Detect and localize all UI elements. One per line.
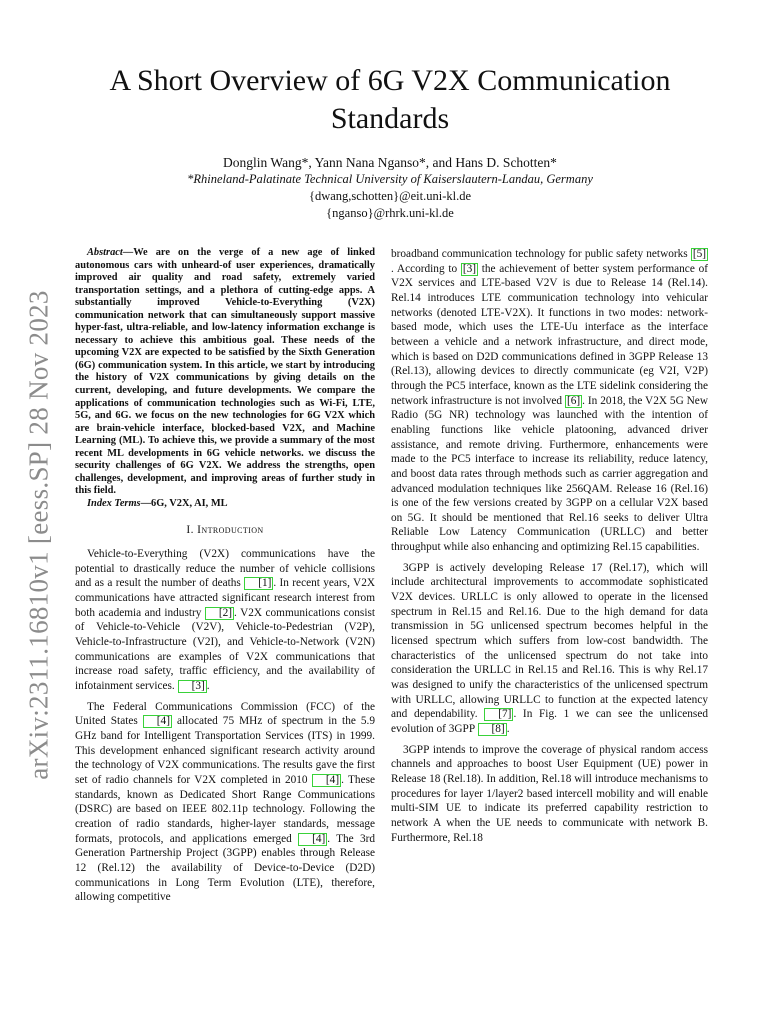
citation-link[interactable]: [6] [566,394,581,407]
citation-link[interactable]: [3] [178,680,207,693]
section-heading: I. Introduction [186,524,264,537]
paragraph-text: . These standards, known as Dedicated Short Range Communications (DSRC) are based on IEEE 802.11p technology. Following the creation of radio standards, higher-layer standards, message formats, protocols, and applications emerged [75,773,376,845]
left-column [75,247,375,908]
citation-link[interactable]: [3] [462,262,477,275]
email-line: {dwang,schotten}@eit.uni-kl.de [308,189,472,203]
arxiv-identifier-stamp [18,290,60,780]
paragraph-text: . In recent years, V2X communications have attracted significant research interest from both academia and industry [75,577,376,619]
body-paragraph [391,561,708,737]
paragraph-text: broadband communication technology for public safety networks [391,248,691,260]
paper-title: A Short Overview of 6G V2X Communication Standards [109,64,671,135]
index-terms-text: —6G, V2X, AI, ML [140,497,228,509]
left-body-text [75,547,375,905]
abstract-text: —We are on the verge of a new age of linked autonomous cars with unheard-of user experiences, dramatically improved air quality and road safety, extremely varied transportation settings, and a plethora of cutting-edge apps. A substantially improved Vehicle-to-Everything (V2X) communication network that can simultaneously support massive hyper-fast, ultra-reliable, and low-latency information exchange is necessary to achieve this ambitious goal. These needs of the upcoming V2X are expected to be satisfied by the Sixth Generation (6G) communication system. In this article, we start by introducing the history of V2X communications by giving details on the current, developing, and future developments. We compare the applications of communication technologies such as Wi-Fi, LTE, 5G, and 6G. we focus on the new technologies for 6G V2X which are brain-vehicle interface, blocked-based V2X, and Machine Learning (ML). To achieve this, we provide a summary of the most recent ML developments in 6G vehicle networks. we discuss the security challenges of 6G V2X. We address the strengths, open challenges, development, and improving areas of further study in this field. [75,247,375,497]
body-paragraph [391,247,708,555]
right-body-text [391,247,708,845]
abstract [75,247,375,498]
author-names: Donglin Wang*, Yann Nana Nganso*, and Hans D. Schotten* [223,155,557,170]
paragraph-text: . In 2018, the V2X 5G New Radio (5G NR) technology was launched with the intention of enabling functions like vehicle platooning, advanced driver assistance, and remote driving. Furthermore, enhancements were made to the PC5 interface to increase its reliability, reduce latency, and boost data rates through methods such as carrier aggregation and advanced modulation techniques like 256QAM. Release 16 (Rel.16) is one of the few versions created by 3GPP on a cellular V2X based on 5G. It should be mentioned that Rel.16 seeks to deliver Ultra Reliable Low Latency Communication (URLLC) and better throughput while also enhancing and optimizing Rel.15 capabilities. [391,394,708,554]
abstract-label: Abstract [87,247,123,258]
arxiv-id-text: arXiv:2311.16810v1 [eess.SP] 28 Nov 2023 [23,290,54,780]
paragraph-text: . [506,723,510,735]
paragraph-text: 3GPP is actively developing Release 17 (Rel.17), which will include architectural improvements to accommodate sophisticated V2X devices. URLLC is only allowed to operate in the licensed spectrum in Rel.15 and Rel.16. Due to the high demand for data transmission in 5G unlicensed spectrum becomes helpful in the licensed spectrum which suffers from low-cost bandwidth. The characteristics of the unlicensed spectrum do not take into consideration the URLLC in Rel.15 and Rel.16. This is why Rel.17 was designed to unify the characteristics of the unlicensed spectrum with URLLC, allowing URLLC to function at the expected latency and dependability. [391,561,708,721]
citation-link[interactable]: [7] [484,708,513,721]
paragraph-text: 3GPP intends to improve the coverage of physical random access channels and approaches to boost User Equipment (UE) power in Release 18 (Rel.18). In addition, Rel.18 will introduce mechanisms to procedures for layer 1/layer2 based intercell mobility and will enable multi-SIM UE to indicate its preferred capability restriction to network A when the UE needs to communicate with network B. Furthermore, Rel.18 [391,743,708,844]
paragraph-text: . In Fig. 1 we can see the unlicensed evolution of 3GPP [391,708,708,735]
citation-link[interactable]: [4] [312,774,341,787]
paragraph-text: the achievement of better system performance of V2X services and LTE-based V2V is due to Release 14 (Rel.14). Rel.14 introduces LTE communication technology into vehicular networks (denoted LTE-V2X). It functions in two modes: network-based mode, which uses the LTE-Uu interface as the interface between a vehicle and a network infrastructure, and direct mode, which is based on D2D communications defined in 3GPP Release 13 (Rel.13), allowing devices to directly communicate (eg V2I, V2P) through the PC5 interface, known as the LTE sidelink considering the network infrastructure is not involved [391,262,708,407]
body-paragraph [75,547,375,694]
index-terms-label: Index Terms [87,497,141,509]
citation-link[interactable]: [5] [692,248,706,260]
body-paragraph [75,700,375,905]
citation-link[interactable]: [4] [298,833,327,846]
affiliation: *Rhineland-Palatinate Technical University of Kaiserslautern-Landau, Germany [187,172,593,186]
citation-link[interactable]: [2] [205,607,234,620]
citation-link[interactable]: [1] [244,577,273,590]
email-line: {nganso}@rhrk.uni-kl.de [326,206,454,220]
body-paragraph [391,743,708,846]
paragraph-text: Vehicle-to-Everything (V2X) communications have the potential to drastically reduce the number of vehicle collisions and as a result the number of deaths [75,548,375,590]
paragraph-text: allocated 75 MHz of spectrum in the 5.9 GHz band for Intelligent Transportation Services (ITS) in 1999. This development enhanced significant research activity around the technology of V2X communications. The results gave the first set of radio channels for V2X completed in 2010 [75,715,376,786]
citation-link[interactable]: [8] [478,723,507,736]
paragraph-text: . [206,680,210,693]
right-column [391,247,708,848]
author-block [60,154,720,222]
paragraph-text: . According to [391,262,461,275]
paragraph-text: The Federal Communications Commission (FCC) of the United States [75,700,375,728]
index-terms [75,498,375,511]
paragraph-text: . V2X communications consist of Vehicle-to-Vehicle (V2V), Vehicle-to-Pedestrian (V2P), Vehicle-to-Infrastructure (V2I), and Vehicle-to-Network (V2N) communications are examples of V2X communications that increase road safety, traffic efficiency, and the availability of infotainment services. [75,606,375,693]
paragraph-text: . The 3rd Generation Partnership Project (3GPP) enables through Release 12 (Rel.12) the availability of Device-to-Device (D2D) communications in Long Term Evolution (LTE), therefore, allowing competitive [75,832,376,904]
citation-link[interactable]: [4] [143,715,172,728]
